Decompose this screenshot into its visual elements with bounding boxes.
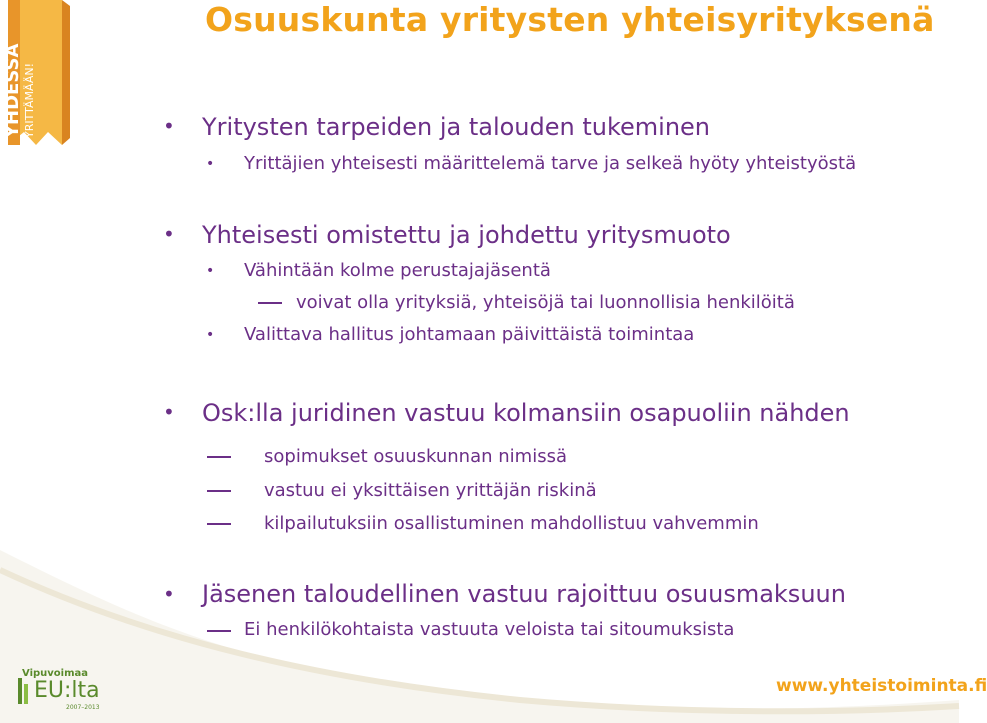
bullet-dot: • xyxy=(163,400,175,424)
section-heading: Yhteisesti omistettu ja johdettu yritysmuoto xyxy=(202,221,731,249)
dash-marker xyxy=(207,490,231,492)
section-heading: Osk:lla juridinen vastuu kolmansiin osapuoliin nähden xyxy=(202,399,850,427)
section-heading: Jäsenen taloudellinen vastuu rajoittuu osuusmaksuun xyxy=(202,580,846,608)
list-item: kilpailutuksiin osallistuminen mahdollistuu vahvemmin xyxy=(264,513,759,534)
list-item: voivat olla yrityksiä, yhteisöjä tai luonnollisia henkilöitä xyxy=(296,292,795,313)
eu-logo-main-text: EU:lta xyxy=(34,678,100,703)
ribbon-main-text: YHDESSÄ xyxy=(2,43,23,138)
list-item: Valittava hallitus johtamaan päivittäistä toimintaa xyxy=(244,324,695,345)
list-item: sopimukset osuuskunnan nimissä xyxy=(264,446,567,467)
list-item: Yrittäjien yhteisesti määrittelemä tarve ja selkeä hyöty yhteistyöstä xyxy=(244,153,857,174)
bullet-dot: • xyxy=(163,114,175,138)
eu-logo-top-text: Vipuvoimaa xyxy=(22,668,89,679)
dash-marker xyxy=(207,456,231,458)
bullet-dot: • xyxy=(163,222,175,246)
bullet-dot: • xyxy=(206,327,215,343)
bullet-dot: • xyxy=(163,582,175,606)
eu-logo-years: 2007–2013 xyxy=(66,704,100,711)
bullet-dot: • xyxy=(206,156,215,172)
dash-marker xyxy=(258,302,282,304)
dash-marker xyxy=(207,523,231,525)
eu-logo-mark xyxy=(16,676,32,706)
list-item: Ei henkilökohtaista vastuuta veloista tai sitoumuksista xyxy=(244,619,735,640)
ribbon-sub-text: YRITTÄMÄÄN! xyxy=(23,62,36,138)
bullet-dot: • xyxy=(206,263,215,279)
slide-title: Osuuskunta yritysten yhteisyrityksenä xyxy=(205,0,935,39)
list-item: vastuu ei yksittäisen yrittäjän riskinä xyxy=(264,480,597,501)
footer-website-link[interactable]: www.yhteistoiminta.fi xyxy=(776,676,987,696)
section-heading: Yritysten tarpeiden ja talouden tukeminen xyxy=(202,113,711,141)
list-item: Vähintään kolme perustajajäsentä xyxy=(244,260,551,281)
